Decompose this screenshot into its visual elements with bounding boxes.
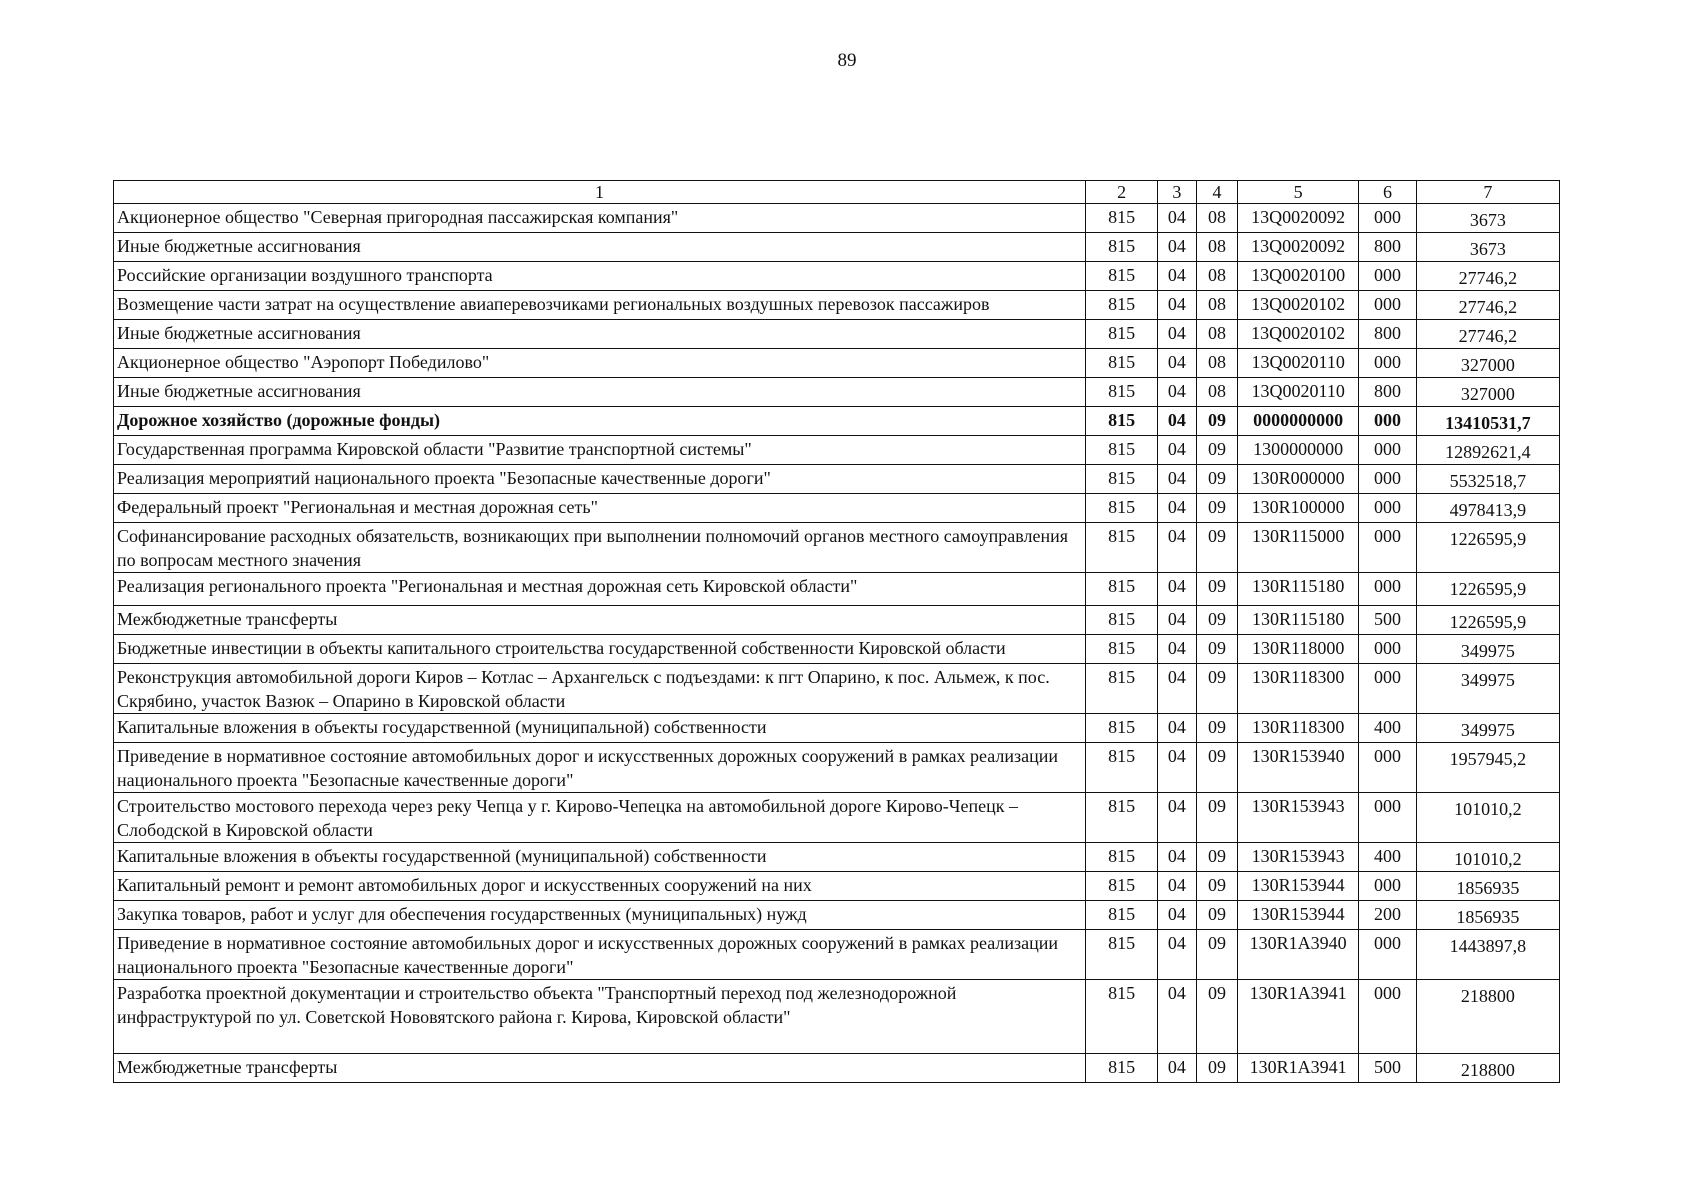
ministry-code-cell: 815 (1086, 714, 1158, 743)
expense-type-cell: 400 (1359, 714, 1417, 743)
amount-cell: 1957945,2 (1416, 743, 1559, 793)
subsection-code-cell: 09 (1196, 980, 1238, 1054)
row-name-cell: Иные бюджетные ассигнования (114, 320, 1086, 349)
table-row (114, 930, 1560, 980)
table-row (114, 843, 1560, 872)
expense-type-cell: 000 (1359, 291, 1417, 320)
expense-type-cell: 400 (1359, 843, 1417, 872)
table-row (114, 465, 1560, 494)
row-name-cell: Иные бюджетные ассигнования (114, 378, 1086, 407)
target-article-cell: 130R118300 (1238, 664, 1359, 714)
subsection-code-cell: 09 (1196, 793, 1238, 843)
table-row (114, 664, 1560, 714)
ministry-code-cell: 815 (1086, 843, 1158, 872)
amount-cell: 3673 (1416, 233, 1559, 262)
expense-type-cell: 000 (1359, 494, 1417, 523)
ministry-code-cell: 815 (1086, 635, 1158, 664)
header-col-5: 5 (1238, 181, 1359, 204)
ministry-code-cell: 815 (1086, 606, 1158, 635)
ministry-code-cell: 815 (1086, 378, 1158, 407)
row-name-cell: Капитальные вложения в объекты государственной (муниципальной) собственности (114, 714, 1086, 743)
row-name-cell: Капитальные вложения в объекты государственной (муниципальной) собственности (114, 843, 1086, 872)
row-name-cell: Российские организации воздушного транспорта (114, 262, 1086, 291)
expense-type-cell: 000 (1359, 872, 1417, 901)
table-row (114, 349, 1560, 378)
subsection-code-cell: 09 (1196, 930, 1238, 980)
subsection-code-cell: 09 (1196, 523, 1238, 573)
expense-type-cell: 000 (1359, 465, 1417, 494)
table-row (114, 743, 1560, 793)
table-row (114, 714, 1560, 743)
expense-type-cell: 800 (1359, 378, 1417, 407)
ministry-code-cell: 815 (1086, 573, 1158, 606)
amount-cell: 1226595,9 (1416, 573, 1559, 606)
target-article-cell: 1300000000 (1238, 436, 1359, 465)
subsection-code-cell: 09 (1196, 1054, 1238, 1083)
section-code-cell: 04 (1158, 291, 1197, 320)
subsection-code-cell: 08 (1196, 320, 1238, 349)
target-article-cell: 130R153940 (1238, 743, 1359, 793)
subsection-code-cell: 09 (1196, 494, 1238, 523)
table-row (114, 204, 1560, 233)
subsection-code-cell: 08 (1196, 262, 1238, 291)
section-code-cell: 04 (1158, 436, 1197, 465)
expense-type-cell: 800 (1359, 320, 1417, 349)
expense-type-cell: 500 (1359, 1054, 1417, 1083)
row-name-cell: Федеральный проект "Региональная и местная дорожная сеть" (114, 494, 1086, 523)
ministry-code-cell: 815 (1086, 407, 1158, 436)
section-code-cell: 04 (1158, 320, 1197, 349)
ministry-code-cell: 815 (1086, 901, 1158, 930)
table-row (114, 233, 1560, 262)
expense-type-cell: 000 (1359, 573, 1417, 606)
target-article-cell: 130R115180 (1238, 606, 1359, 635)
subsection-code-cell: 09 (1196, 714, 1238, 743)
subsection-code-cell: 08 (1196, 378, 1238, 407)
target-article-cell: 130R118000 (1238, 635, 1359, 664)
amount-cell: 327000 (1416, 378, 1559, 407)
ministry-code-cell: 815 (1086, 436, 1158, 465)
ministry-code-cell: 815 (1086, 320, 1158, 349)
subsection-code-cell: 08 (1196, 349, 1238, 378)
amount-cell: 3673 (1416, 204, 1559, 233)
subsection-code-cell: 08 (1196, 291, 1238, 320)
ministry-code-cell: 815 (1086, 793, 1158, 843)
table-row (114, 262, 1560, 291)
subsection-code-cell: 09 (1196, 635, 1238, 664)
table-row (114, 901, 1560, 930)
row-name-cell: Софинансирование расходных обязательств, возникающих при выполнении полномочий органов местного самоуправления по вопросам местного значения (114, 523, 1086, 573)
row-name-cell: Межбюджетные трансферты (114, 606, 1086, 635)
target-article-cell: 13Q0020092 (1238, 204, 1359, 233)
amount-cell: 349975 (1416, 664, 1559, 714)
amount-cell: 27746,2 (1416, 320, 1559, 349)
expense-type-cell: 000 (1359, 407, 1417, 436)
subsection-code-cell: 09 (1196, 573, 1238, 606)
subsection-code-cell: 09 (1196, 407, 1238, 436)
table-row (114, 1054, 1560, 1083)
row-name-cell: Возмещение части затрат на осуществление авиаперевозчиками региональных воздушных перевозок пассажиров (114, 291, 1086, 320)
target-article-cell: 13Q0020100 (1238, 262, 1359, 291)
target-article-cell: 130R115000 (1238, 523, 1359, 573)
subsection-code-cell: 08 (1196, 233, 1238, 262)
target-article-cell: 130R153944 (1238, 872, 1359, 901)
amount-cell: 27746,2 (1416, 291, 1559, 320)
subsection-code-cell: 09 (1196, 843, 1238, 872)
expense-type-cell: 000 (1359, 664, 1417, 714)
row-name-cell: Акционерное общество "Аэропорт Победилово" (114, 349, 1086, 378)
section-code-cell: 04 (1158, 606, 1197, 635)
subsection-code-cell: 08 (1196, 204, 1238, 233)
row-name-cell: Реализация мероприятий национального проекта "Безопасные качественные дороги" (114, 465, 1086, 494)
amount-cell: 4978413,9 (1416, 494, 1559, 523)
table-row (114, 436, 1560, 465)
section-code-cell: 04 (1158, 378, 1197, 407)
section-code-cell: 04 (1158, 901, 1197, 930)
section-code-cell: 04 (1158, 494, 1197, 523)
header-col-1: 1 (114, 181, 1086, 204)
header-col-3: 3 (1158, 181, 1197, 204)
ministry-code-cell: 815 (1086, 465, 1158, 494)
subsection-code-cell: 09 (1196, 743, 1238, 793)
amount-cell: 101010,2 (1416, 843, 1559, 872)
expense-type-cell: 000 (1359, 523, 1417, 573)
header-col-4: 4 (1196, 181, 1238, 204)
subsection-code-cell: 09 (1196, 872, 1238, 901)
amount-cell: 349975 (1416, 714, 1559, 743)
expense-type-cell: 000 (1359, 262, 1417, 291)
amount-cell: 1856935 (1416, 901, 1559, 930)
row-name-cell: Разработка проектной документации и строительство объекта "Транспортный переход под железнодорожной инфраструктурой по ул. Советской Нововятского района г. Кирова, Кировской области" (114, 980, 1086, 1054)
row-name-cell: Бюджетные инвестиции в объекты капитального строительства государственной собственности Кировской области (114, 635, 1086, 664)
table-row (114, 872, 1560, 901)
amount-cell: 218800 (1416, 980, 1559, 1054)
amount-cell: 1443897,8 (1416, 930, 1559, 980)
table-row (114, 494, 1560, 523)
section-code-cell: 04 (1158, 407, 1197, 436)
row-name-cell: Закупка товаров, работ и услуг для обеспечения государственных (муниципальных) нужд (114, 901, 1086, 930)
row-name-cell: Реализация регионального проекта "Региональная и местная дорожная сеть Кировской области" (114, 573, 1086, 606)
amount-cell: 327000 (1416, 349, 1559, 378)
target-article-cell: 13Q0020110 (1238, 349, 1359, 378)
expense-type-cell: 000 (1359, 930, 1417, 980)
section-code-cell: 04 (1158, 843, 1197, 872)
expense-type-cell: 000 (1359, 436, 1417, 465)
amount-cell: 1226595,9 (1416, 606, 1559, 635)
section-code-cell: 04 (1158, 349, 1197, 378)
header-col-2: 2 (1086, 181, 1158, 204)
amount-cell: 13410531,7 (1416, 407, 1559, 436)
target-article-cell: 130R153944 (1238, 901, 1359, 930)
row-name-cell: Реконструкция автомобильной дороги Киров – Котлас – Архангельск с подъездами: к пгт Опарино, к пос. Альмеж, к пос. Скрябино, участок Вазюк – Опарино в Кировской области (114, 664, 1086, 714)
table-row (114, 523, 1560, 573)
expense-type-cell: 800 (1359, 233, 1417, 262)
ministry-code-cell: 815 (1086, 523, 1158, 573)
header-col-6: 6 (1359, 181, 1417, 204)
table-body (114, 204, 1560, 1083)
ministry-code-cell: 815 (1086, 204, 1158, 233)
ministry-code-cell: 815 (1086, 664, 1158, 714)
section-code-cell: 04 (1158, 664, 1197, 714)
target-article-cell: 130R100000 (1238, 494, 1359, 523)
section-code-cell: 04 (1158, 523, 1197, 573)
section-code-cell: 04 (1158, 465, 1197, 494)
section-code-cell: 04 (1158, 930, 1197, 980)
row-name-cell: Приведение в нормативное состояние автомобильных дорог и искусственных дорожных сооружений в рамках реализации национального проекта "Безопасные качественные дороги" (114, 743, 1086, 793)
target-article-cell: 13Q0020092 (1238, 233, 1359, 262)
section-code-cell: 04 (1158, 743, 1197, 793)
amount-cell: 27746,2 (1416, 262, 1559, 291)
section-code-cell: 04 (1158, 714, 1197, 743)
subsection-code-cell: 09 (1196, 606, 1238, 635)
row-name-cell: Иные бюджетные ассигнования (114, 233, 1086, 262)
section-code-cell: 04 (1158, 872, 1197, 901)
target-article-cell: 130R118300 (1238, 714, 1359, 743)
table-row (114, 635, 1560, 664)
ministry-code-cell: 815 (1086, 1054, 1158, 1083)
expense-type-cell: 200 (1359, 901, 1417, 930)
ministry-code-cell: 815 (1086, 743, 1158, 793)
target-article-cell: 130R115180 (1238, 573, 1359, 606)
expense-type-cell: 000 (1359, 793, 1417, 843)
subsection-code-cell: 09 (1196, 436, 1238, 465)
ministry-code-cell: 815 (1086, 349, 1158, 378)
section-code-cell: 04 (1158, 204, 1197, 233)
target-article-cell: 130R1A3941 (1238, 980, 1359, 1054)
subsection-code-cell: 09 (1196, 901, 1238, 930)
ministry-code-cell: 815 (1086, 233, 1158, 262)
row-name-cell: Государственная программа Кировской области "Развитие транспортной системы" (114, 436, 1086, 465)
amount-cell: 1856935 (1416, 872, 1559, 901)
table-header-row (114, 181, 1560, 204)
target-article-cell: 130R1A3941 (1238, 1054, 1359, 1083)
row-name-cell: Акционерное общество "Северная пригородная пассажирская компания" (114, 204, 1086, 233)
budget-table (113, 180, 1560, 1083)
ministry-code-cell: 815 (1086, 930, 1158, 980)
table-row (114, 320, 1560, 349)
table-row (114, 793, 1560, 843)
section-code-cell: 04 (1158, 980, 1197, 1054)
subsection-code-cell: 09 (1196, 664, 1238, 714)
expense-type-cell: 000 (1359, 204, 1417, 233)
table-row (114, 291, 1560, 320)
page-number: 89 (837, 50, 857, 71)
amount-cell: 349975 (1416, 635, 1559, 664)
table-row (114, 407, 1560, 436)
ministry-code-cell: 815 (1086, 494, 1158, 523)
target-article-cell: 13Q0020102 (1238, 291, 1359, 320)
expense-type-cell: 000 (1359, 980, 1417, 1054)
expense-type-cell: 000 (1359, 743, 1417, 793)
ministry-code-cell: 815 (1086, 262, 1158, 291)
table-row (114, 573, 1560, 606)
target-article-cell: 13Q0020102 (1238, 320, 1359, 349)
table-row (114, 980, 1560, 1054)
target-article-cell: 130R1A3940 (1238, 930, 1359, 980)
ministry-code-cell: 815 (1086, 291, 1158, 320)
section-code-cell: 04 (1158, 262, 1197, 291)
table-row (114, 378, 1560, 407)
table-row (114, 606, 1560, 635)
amount-cell: 101010,2 (1416, 793, 1559, 843)
amount-cell: 1226595,9 (1416, 523, 1559, 573)
expense-type-cell: 000 (1359, 635, 1417, 664)
amount-cell: 218800 (1416, 1054, 1559, 1083)
section-code-cell: 04 (1158, 635, 1197, 664)
header-col-7: 7 (1416, 181, 1559, 204)
row-name-cell: Дорожное хозяйство (дорожные фонды) (114, 407, 1086, 436)
section-code-cell: 04 (1158, 1054, 1197, 1083)
row-name-cell: Межбюджетные трансферты (114, 1054, 1086, 1083)
section-code-cell: 04 (1158, 793, 1197, 843)
ministry-code-cell: 815 (1086, 980, 1158, 1054)
section-code-cell: 04 (1158, 233, 1197, 262)
amount-cell: 5532518,7 (1416, 465, 1559, 494)
target-article-cell: 13Q0020110 (1238, 378, 1359, 407)
target-article-cell: 130R153943 (1238, 793, 1359, 843)
section-code-cell: 04 (1158, 573, 1197, 606)
subsection-code-cell: 09 (1196, 465, 1238, 494)
amount-cell: 12892621,4 (1416, 436, 1559, 465)
target-article-cell: 0000000000 (1238, 407, 1359, 436)
target-article-cell: 130R000000 (1238, 465, 1359, 494)
expense-type-cell: 500 (1359, 606, 1417, 635)
target-article-cell: 130R153943 (1238, 843, 1359, 872)
row-name-cell: Приведение в нормативное состояние автомобильных дорог и искусственных дорожных сооружений в рамках реализации национального проекта "Безопасные качественные дороги" (114, 930, 1086, 980)
ministry-code-cell: 815 (1086, 872, 1158, 901)
row-name-cell: Строительство мостового перехода через реку Чепца у г. Кирово-Чепецка на автомобильной дороге Кирово-Чепецк – Слободской в Кировской области (114, 793, 1086, 843)
row-name-cell: Капитальный ремонт и ремонт автомобильных дорог и искусственных сооружений на них (114, 872, 1086, 901)
expense-type-cell: 000 (1359, 349, 1417, 378)
